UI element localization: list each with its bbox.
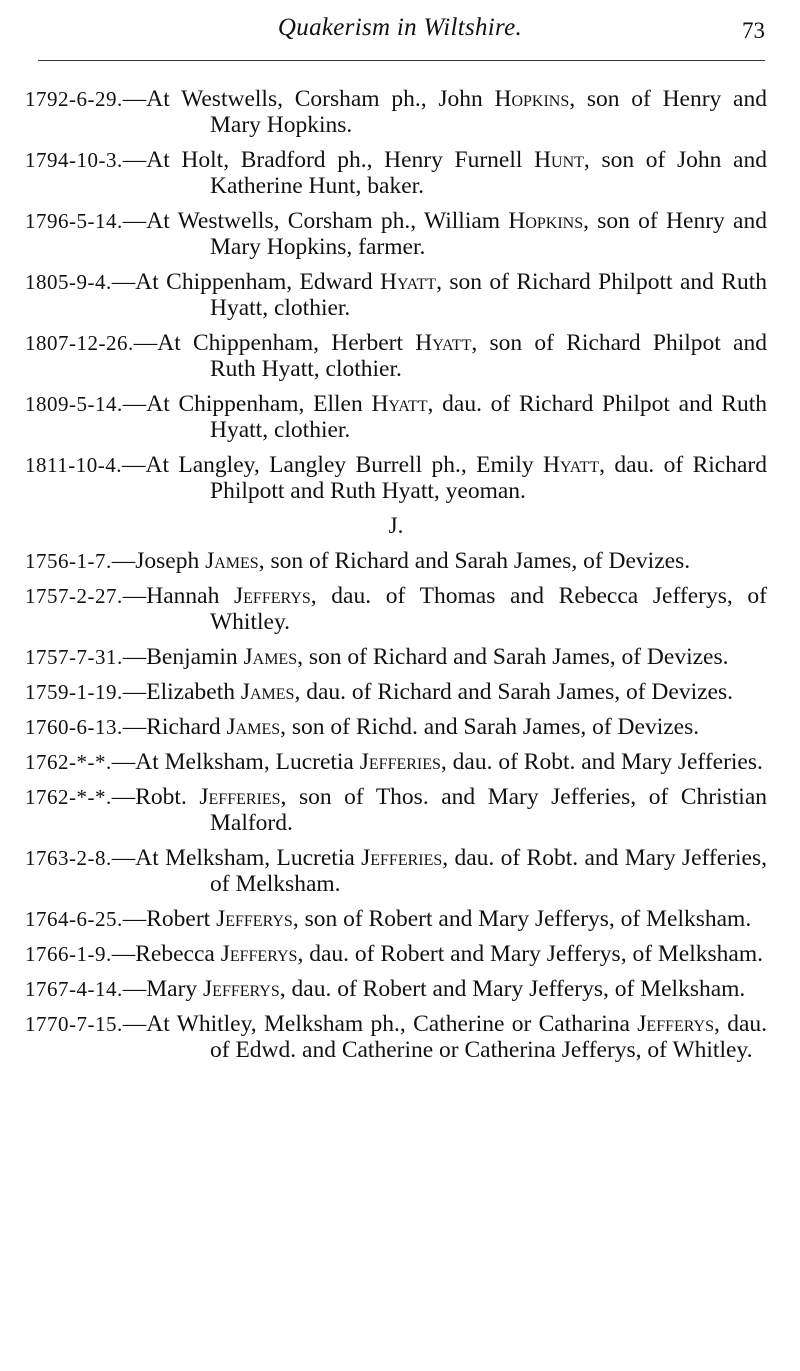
entry-dash: — <box>122 906 147 932</box>
entry-dash: — <box>111 548 136 574</box>
entry-text: Benjamin <box>146 644 244 670</box>
entry-date: 1805-9-4. <box>25 270 112 294</box>
register-entry <box>25 679 767 705</box>
entry-text: , dau. of Robt. and Mary Jefferies. <box>440 749 763 775</box>
entry-date: 1767-4-14. <box>25 977 123 1001</box>
page-header <box>0 8 800 48</box>
entry-date: 1762-*-*. <box>25 785 112 809</box>
entry-text: , dau. of Edwd. and Catherine or Catherina Jefferys, of Whitley. <box>210 1011 768 1063</box>
entry-text: , son of Thos. and Mary Jefferies, of Christian Malford. <box>210 784 767 836</box>
entry-text: , son of Henry and Mary Hopkins, farmer. <box>210 208 767 260</box>
entries-j <box>25 548 767 1063</box>
entry-dash: — <box>122 391 147 417</box>
page-body <box>25 86 767 1072</box>
entry-text: , dau. of Robt. and Mary Jefferies, of Melksham. <box>210 845 767 897</box>
entry-surname: Jefferies <box>199 784 281 810</box>
entry-surname: Jefferys <box>637 1011 715 1037</box>
entry-surname: Jefferies <box>361 845 443 871</box>
register-entry <box>25 583 767 635</box>
entry-text: , son of Richard and Sarah James, of Devizes. <box>297 644 729 670</box>
register-entry <box>25 845 767 897</box>
entry-text: At Westwells, Corsham ph., William <box>146 208 509 234</box>
entry-date: 1792-6-29. <box>25 87 123 111</box>
entry-date: 1794-10-3. <box>25 148 123 172</box>
entry-date: 1809-5-14. <box>25 392 123 416</box>
register-entry <box>25 644 767 670</box>
entry-text: Robt. <box>135 784 200 810</box>
entry-text: Mary <box>146 976 204 1002</box>
entry-text: At Holt, Bradford ph., Henry Furnell <box>146 147 535 173</box>
entry-date: 1766-1-9. <box>25 942 112 966</box>
entry-surname: James <box>243 644 298 670</box>
entry-date: 1807-12-26. <box>25 331 134 355</box>
register-entry <box>25 548 767 574</box>
entry-text: Joseph <box>135 548 206 574</box>
entry-text: At Melksham, Lucretia <box>135 845 362 871</box>
entry-date: 1811-10-4. <box>25 453 122 477</box>
entry-text: At Whitley, Melksham ph., Catherine or Catharina <box>146 1011 638 1037</box>
entry-surname: James <box>240 679 295 705</box>
entry-text: , son of Richard Philpott and Ruth Hyatt, clothier. <box>210 269 767 321</box>
entry-dash: — <box>122 86 147 112</box>
register-entry <box>25 714 767 740</box>
entry-dash: — <box>111 749 136 775</box>
entry-text: , son of Henry and Mary Hopkins. <box>210 86 767 138</box>
entry-surname: Hunt <box>534 147 584 173</box>
entry-dash: — <box>111 784 136 810</box>
entry-dash: — <box>111 269 136 295</box>
entry-dash: — <box>122 1011 147 1037</box>
entry-surname: Hopkins <box>508 208 584 234</box>
entry-text: Richard <box>146 714 227 740</box>
entry-text: , dau. of Robert and Mary Jefferys, of Melksham. <box>279 976 746 1002</box>
entry-text: , dau. of Richard Philpott and Ruth Hyatt, yeoman. <box>210 452 767 504</box>
entry-dash: — <box>122 714 147 740</box>
entry-text: Elizabeth <box>146 679 241 705</box>
entry-dash: — <box>111 845 136 871</box>
entry-text: Hannah <box>146 583 235 609</box>
entry-surname: Jefferys <box>216 906 293 932</box>
entry-text: Rebecca <box>135 941 221 967</box>
entry-date: 1757-2-27. <box>25 584 123 608</box>
entry-text: Robert <box>146 906 217 932</box>
entry-date: 1759-1-19. <box>25 680 123 704</box>
entry-surname: Hyatt <box>415 330 472 356</box>
entry-text: At Chippenham, Ellen <box>146 391 372 417</box>
entry-dash: — <box>122 208 147 234</box>
entry-date: 1764-6-25. <box>25 907 123 931</box>
entry-surname: Hyatt <box>371 391 428 417</box>
entry-dash: — <box>122 147 147 173</box>
entry-surname: Jefferies <box>359 749 441 775</box>
entry-text: , dau. of Robert and Mary Jefferys, of Melksham. <box>297 941 763 967</box>
entry-text: , son of Richard Philpot and Ruth Hyatt, clothier. <box>210 330 767 382</box>
entry-text: , son of John and Katherine Hunt, baker. <box>210 147 767 199</box>
entry-text: , dau. of Thomas and Rebecca Jefferys, of Whitley. <box>210 583 767 635</box>
register-entry <box>25 941 767 967</box>
entry-text: , son of Richard and Sarah James, of Devizes. <box>258 548 691 574</box>
entry-dash: — <box>133 330 158 356</box>
register-entry <box>25 391 767 443</box>
entries-h <box>25 86 767 504</box>
entry-surname: James <box>226 714 281 740</box>
entry-text: , son of Richd. and Sarah James, of Devizes. <box>280 714 700 740</box>
register-entry <box>25 208 767 260</box>
entry-dash: — <box>122 679 147 705</box>
entry-surname: Hyatt <box>379 269 437 295</box>
register-entry <box>25 147 767 199</box>
entry-surname: Jefferys <box>220 941 298 967</box>
entry-surname: James <box>205 548 259 574</box>
entry-dash: — <box>122 976 147 1002</box>
entry-text: At Chippenham, Edward <box>135 269 380 295</box>
entry-date: 1770-7-15. <box>25 1012 123 1036</box>
entry-text: At Melksham, Lucretia <box>135 749 360 775</box>
register-entry <box>25 452 767 504</box>
section-heading: J. <box>388 513 404 538</box>
register-entry <box>25 784 767 836</box>
register-entry <box>25 269 767 321</box>
entry-text: , dau. of Richard and Sarah James, of Devizes. <box>294 679 733 705</box>
register-entry <box>25 906 767 932</box>
register-entry <box>25 1011 767 1063</box>
entry-text: , son of Robert and Mary Jefferys, of Melksham. <box>292 906 752 932</box>
entry-text: , dau. of Richard Philpot and Ruth Hyatt, clothier. <box>210 391 768 443</box>
entry-text: At Chippenham, Herbert <box>157 330 416 356</box>
entry-date: 1757-7-31. <box>25 645 123 669</box>
entry-surname: Jefferys <box>203 976 280 1002</box>
entry-dash: — <box>111 941 136 967</box>
register-entry <box>25 976 767 1002</box>
entry-date: 1756-1-7. <box>25 549 112 573</box>
register-entry <box>25 330 767 382</box>
header-rule <box>38 60 765 61</box>
entry-dash: — <box>122 583 147 609</box>
entry-date: 1796-5-14. <box>25 209 123 233</box>
entry-text: At Langley, Langley Burrell ph., Emily <box>145 452 544 478</box>
entry-surname: Jefferys <box>234 583 311 609</box>
entry-date: 1760-6-13. <box>25 715 123 739</box>
register-entry <box>25 749 767 775</box>
entry-text: At Westwells, Corsham ph., John <box>146 86 495 112</box>
entry-dash: — <box>122 644 147 670</box>
entry-surname: Hyatt <box>543 452 600 478</box>
entry-date: 1763-2-8. <box>25 846 112 870</box>
running-title: Quakerism in Wiltshire. <box>277 14 523 41</box>
page-number: 73 <box>742 18 765 43</box>
entry-surname: Hopkins <box>494 86 570 112</box>
register-entry <box>25 86 767 138</box>
entry-dash: — <box>121 452 146 478</box>
entry-date: 1762-*-*. <box>25 750 112 774</box>
